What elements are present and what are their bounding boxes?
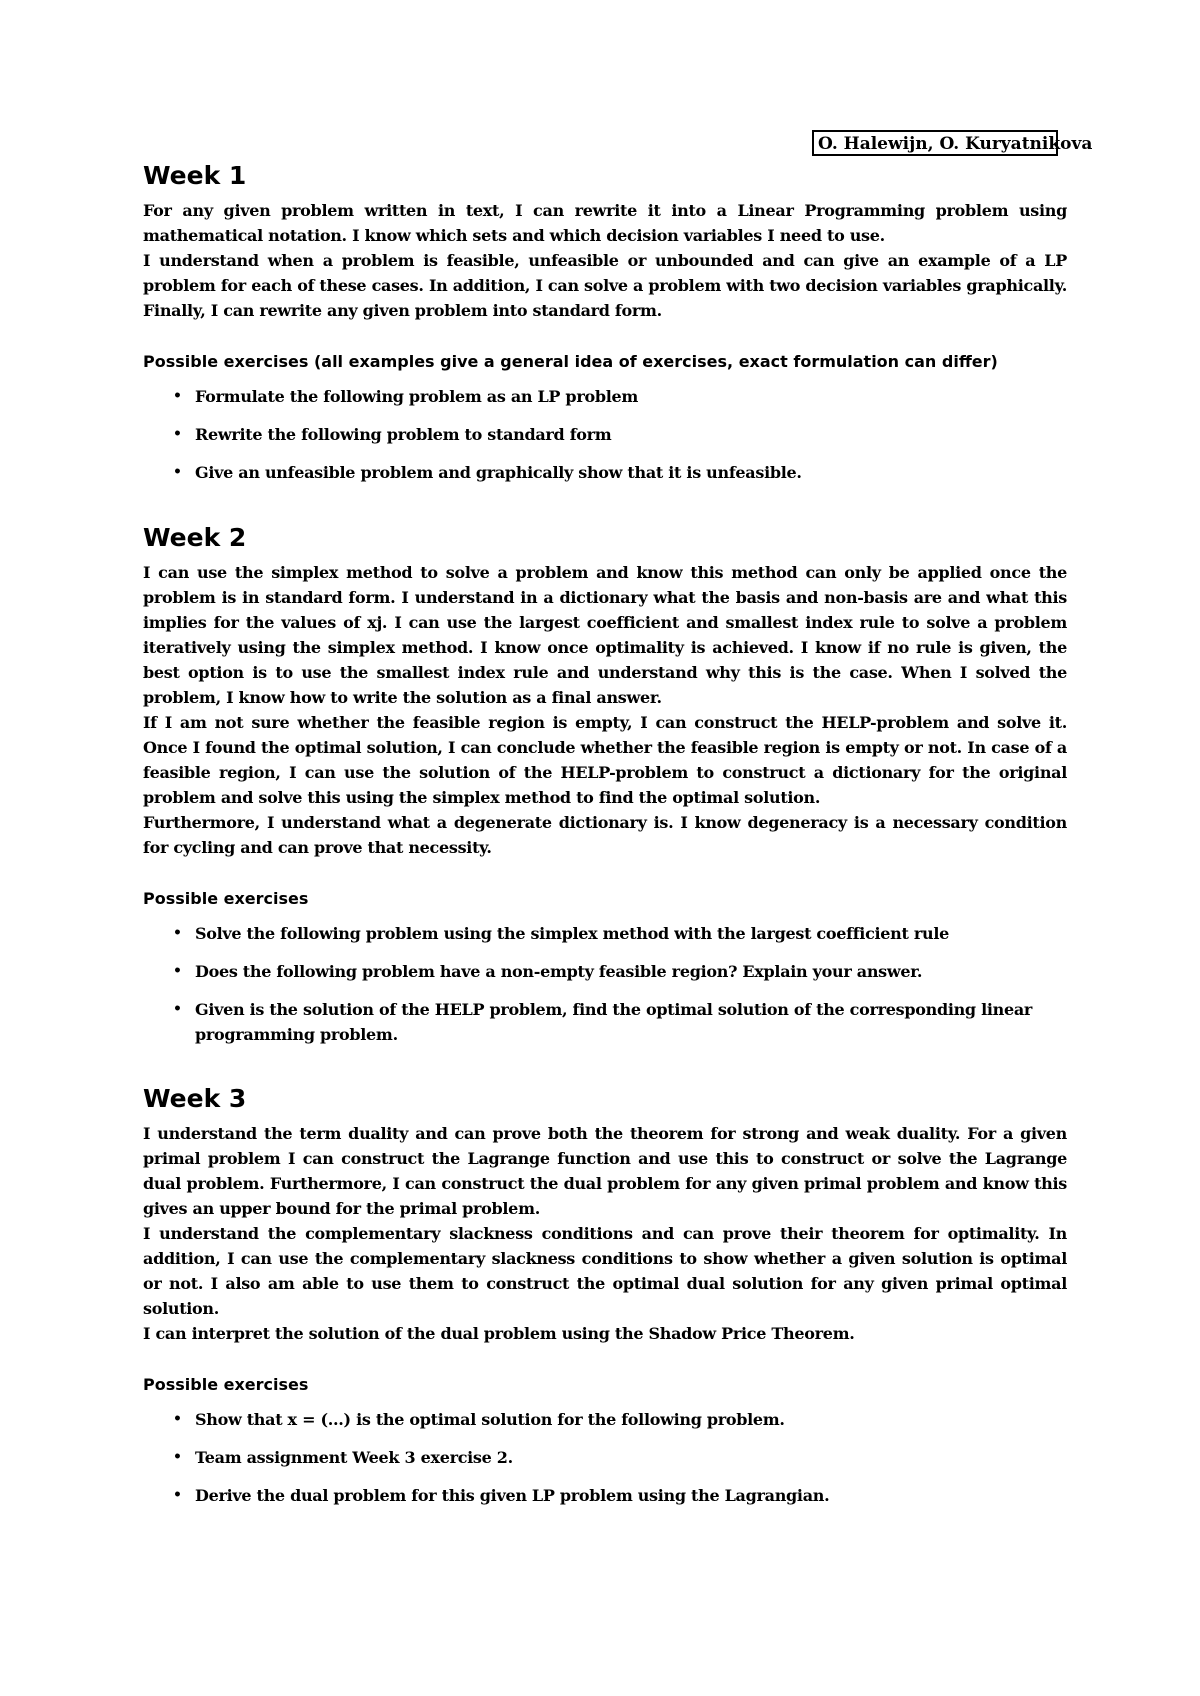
exercise-item: • Formulate the following problem as an LP problem (195, 384, 1067, 409)
week-1-paragraph: I understand when a problem is feasible, unfeasible or unbounded and can give an example of a LP problem for each of these cases. In addition, I can solve a problem with two decision variables graphically. Finally, I can rewrite any given problem into standard form. (143, 251, 1067, 320)
exercise-item: • Show that x = (...) is the optimal solution for the following problem. (195, 1407, 1067, 1432)
week-3-heading: Week 3 (143, 1084, 247, 1113)
exercise-item: • Rewrite the following problem to standard form (195, 422, 1067, 447)
exercise-item: • Derive the dual problem for this given LP problem using the Lagrangian. (195, 1483, 1067, 1508)
exercise-item: • Does the following problem have a non-empty feasible region? Explain your answer. (195, 959, 1067, 984)
week-1-heading: Week 1 (143, 161, 247, 190)
week-2-heading: Week 2 (143, 523, 247, 552)
week-3-paragraph: I understand the term duality and can prove both the theorem for strong and weak duality. For a given primal problem I can construct the Lagrange function and use this to construct or solve the Lagrange dual problem. Furthermore, I can construct the dual problem for any given primal problem and know this gives an upper bound for the primal problem. (143, 1124, 1067, 1218)
week-2-section (143, 520, 1067, 1047)
week-2-paragraph: If I am not sure whether the feasible region is empty, I can construct the HELP-problem and solve it. Once I found the optimal solution, I can conclude whether the feasible region is empty or not. In case of a feasible region, I can use the solution of the HELP-problem to construct a dictionary for the original problem and solve this using the simplex method to find the optimal solution. (143, 713, 1067, 807)
week-3-paragraph: I understand the complementary slackness conditions and can prove their theorem for optimality. In addition, I can use the complementary slackness conditions to show whether a given solution is optimal or not. I also am able to use them to construct the optimal dual solution for any given primal optimal solution. (143, 1224, 1067, 1318)
exercise-item: • Solve the following problem using the simplex method with the largest coefficient rule (195, 921, 1067, 946)
document-content (143, 158, 1067, 1521)
week-1-exercises-title: Possible exercises (all examples give a general idea of exercises, exact formulation can differ) (143, 352, 998, 371)
exercise-item: • Given is the solution of the HELP problem, find the optimal solution of the corresponding linear programming problem. (195, 997, 1067, 1047)
week-3-paragraph: I can interpret the solution of the dual problem using the Shadow Price Theorem. (143, 1324, 855, 1343)
week-3-exercises-title: Possible exercises (143, 1375, 309, 1394)
exercise-item: • Team assignment Week 3 exercise 2. (195, 1445, 1067, 1470)
week-1-exercise-list (143, 384, 1067, 485)
week-2-paragraph: Furthermore, I understand what a degenerate dictionary is. I know degeneracy is a necessary condition for cycling and can prove that necessity. (143, 813, 1067, 857)
week-2-exercise-list (143, 921, 1067, 1047)
week-1-section (143, 158, 1067, 485)
week-1-paragraph: For any given problem written in text, I can rewrite it into a Linear Programming problem using mathematical notation. I know which sets and which decision variables I need to use. (143, 201, 1067, 245)
week-2-paragraph: I can use the simplex method to solve a problem and know this method can only be applied once the problem is in standard form. I understand in a dictionary what the basis and non-basis are and what this implies for the values of xj. I can use the largest coefficient and smallest index rule to solve a problem iteratively using the simplex method. I know once optimality is achieved. I know if no rule is given, the best option is to use the smallest index rule and understand why this is the case. When I solved the problem, I know how to write the solution as a final answer. (143, 563, 1067, 707)
week-2-exercises-title: Possible exercises (143, 889, 309, 908)
week-3-section (143, 1081, 1067, 1508)
authors-box: O. Halewijn, O. Kuryatnikova (812, 130, 1058, 156)
week-3-exercise-list (143, 1407, 1067, 1508)
exercise-item: • Give an unfeasible problem and graphically show that it is unfeasible. (195, 460, 1067, 485)
